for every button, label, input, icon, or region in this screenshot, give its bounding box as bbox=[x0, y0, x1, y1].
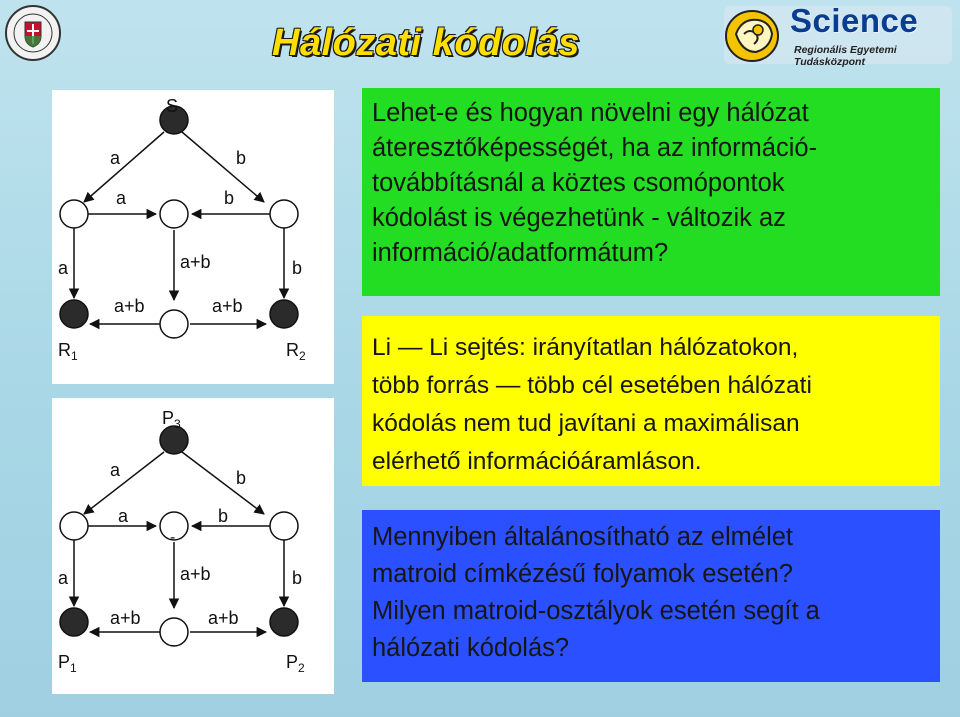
source-label-p3: $P_3$ bbox=[162, 408, 181, 431]
blue-line: Milyen matroid-osztályok esetén segít a bbox=[372, 597, 820, 625]
relay-node-right bbox=[270, 512, 298, 540]
source-label: S bbox=[166, 96, 179, 116]
edge-label-right-down: b bbox=[292, 568, 303, 588]
sink-label-right: $R_2$ bbox=[286, 340, 306, 363]
edge-label-top-right-mid: b bbox=[218, 506, 229, 526]
sink-node-p1 bbox=[60, 608, 88, 636]
network-diagram-top bbox=[52, 90, 334, 384]
green-line: kódolást is végezhetünk - változik az bbox=[372, 204, 786, 232]
green-line: információ/adatformátum? bbox=[372, 239, 669, 267]
edge-label-mid-minus-bottom: - bbox=[170, 637, 176, 654]
logo-subtitle: Regionális Egyetemi Tudásközpont bbox=[794, 44, 897, 68]
sink-label-p2: $P_2$ bbox=[286, 652, 305, 675]
edge-label-mid-minus-top: - bbox=[170, 529, 176, 546]
blue-line: matroid címkézésű folyamok esetén? bbox=[372, 560, 793, 588]
question-box-blue bbox=[362, 510, 940, 682]
sink-node-right bbox=[270, 300, 298, 328]
edge-label-top-left-mid: a bbox=[116, 188, 127, 208]
edge-label-left-down: a bbox=[58, 568, 69, 588]
conjecture-box-yellow bbox=[362, 316, 940, 486]
edge-label-right-down: b bbox=[292, 258, 303, 278]
network-diagram-bottom bbox=[52, 398, 334, 694]
sink-label-left: $R_1$ bbox=[58, 340, 78, 363]
relay-node-left bbox=[60, 512, 88, 540]
green-line: Lehet-e és hogyan növelni egy hálózat bbox=[372, 99, 809, 127]
question-box-green bbox=[362, 88, 940, 296]
green-line: áteresztőképességét, ha az információ- bbox=[372, 134, 818, 162]
edge-label-s-right: b bbox=[236, 148, 247, 168]
edge-label-center: a+b bbox=[180, 564, 211, 584]
edge-label-s-left: a bbox=[110, 460, 121, 480]
edge-label-mid-minus-bottom: - bbox=[170, 329, 176, 346]
yellow-line: kódolás nem tud javítani a maximálisan bbox=[372, 410, 800, 437]
edge-label-bottom-left: a+b bbox=[114, 296, 145, 316]
edge-label-bottom-right: a+b bbox=[212, 296, 243, 316]
green-line: továbbításnál a köztes csomópontok bbox=[372, 169, 785, 197]
edge-label-top-right-mid: b bbox=[224, 188, 235, 208]
sink-label-p1: $P_1$ bbox=[58, 652, 77, 675]
blue-line: Mennyiben általánosítható az elmélet bbox=[372, 523, 794, 551]
yellow-line: Li — Li sejtés: irányítatlan hálózatokon, bbox=[372, 334, 799, 361]
yellow-line: több forrás — több cél esetében hálózati bbox=[372, 372, 812, 399]
logo-title: Science bbox=[790, 2, 919, 39]
yellow-line: elérhető információáramláson. bbox=[372, 448, 702, 475]
edge-label-center: a+b bbox=[180, 252, 211, 272]
edge-label-top-left-mid: a bbox=[118, 506, 129, 526]
edge-label-bottom-left: a+b bbox=[110, 608, 141, 628]
edge-label-s-left: a bbox=[110, 148, 121, 168]
edge-label-left-down: a bbox=[58, 258, 69, 278]
university-crest-icon bbox=[4, 4, 62, 62]
slide-title: Hálózati kódolás bbox=[272, 22, 580, 64]
edge-label-s-right: b bbox=[236, 468, 247, 488]
relay-node-left bbox=[60, 200, 88, 228]
edge-label-bottom-right: a+b bbox=[208, 608, 239, 628]
relay-node-right bbox=[270, 200, 298, 228]
sink-node-p2 bbox=[270, 608, 298, 636]
edge-label-mid-minus-top: - bbox=[170, 219, 176, 236]
blue-line: hálózati kódolás? bbox=[372, 634, 570, 662]
sink-node-left bbox=[60, 300, 88, 328]
